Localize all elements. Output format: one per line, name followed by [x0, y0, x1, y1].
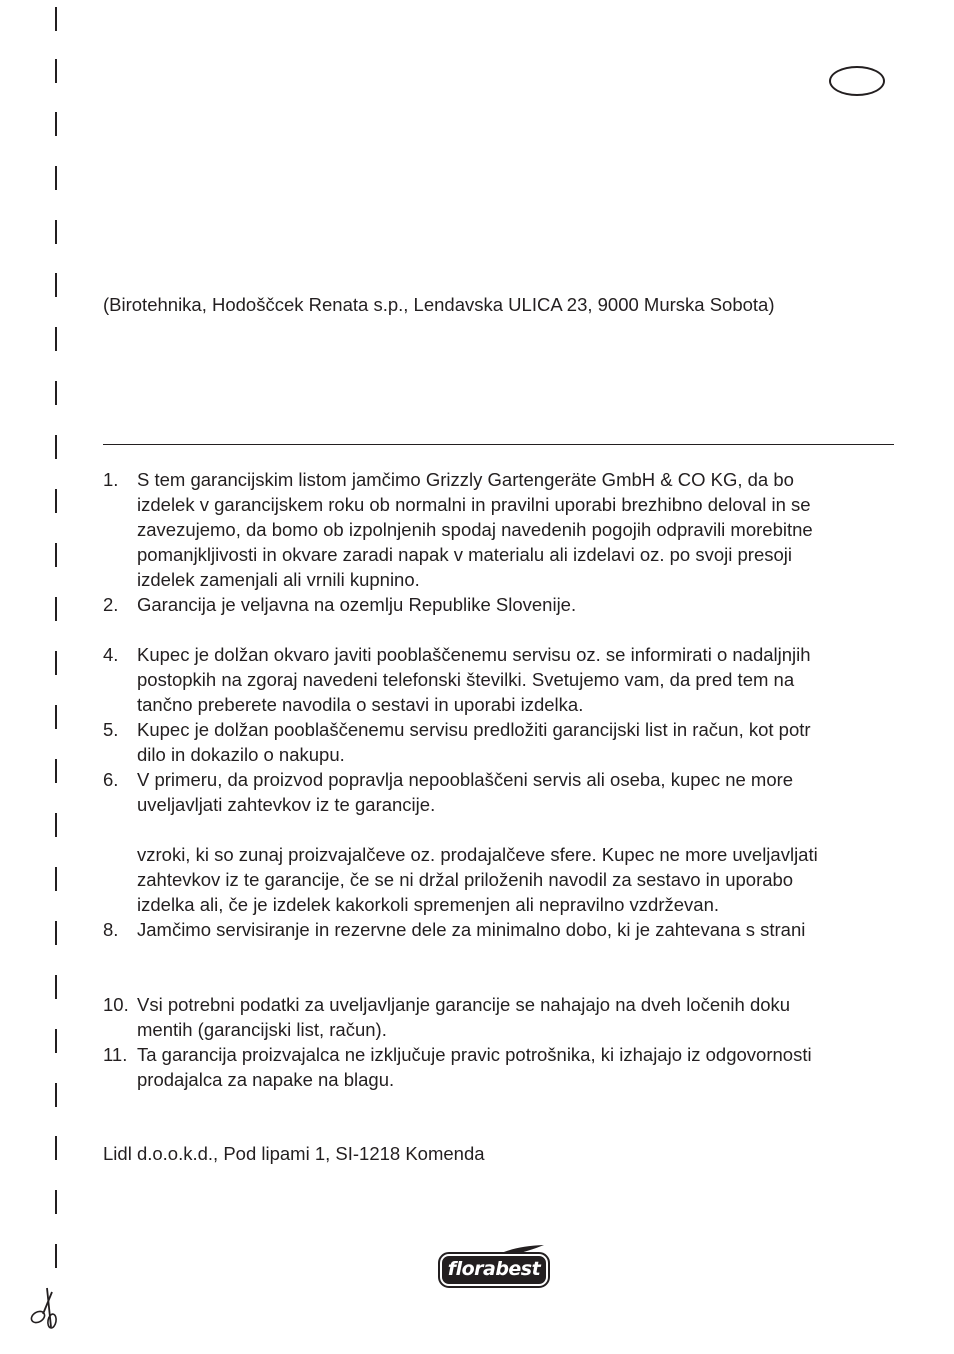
term-line: izdelka ali, če je izdelek kakorkoli spremenjen ali nepravilno vzdrževan.	[137, 894, 720, 915]
cut-mark	[55, 166, 57, 190]
term-number: 2.	[103, 594, 119, 615]
term-line: Garancija je veljavna na ozemlju Republike Slovenije.	[137, 594, 577, 615]
term-line: izdelek v garancijskem roku ob normalni in pravilni uporabi brezhibno deloval in se	[137, 494, 811, 515]
cut-mark	[55, 543, 57, 567]
cut-mark	[55, 813, 57, 837]
term-line: Jamčimo servisiranje in rezervne dele za minimalno dobo, ki je zahtevana s strani	[137, 919, 806, 940]
term-text	[137, 1042, 894, 1092]
term-line: Kupec je dolžan pooblaščenemu servisu predložiti garancijski list in račun, kot potr	[137, 719, 811, 740]
cut-mark	[55, 705, 57, 729]
service-address: (Birotehnika, Hodoščcek Renata s.p., Lendavska ULICA 23, 9000 Murska Sobota)	[103, 294, 775, 315]
term-text	[137, 717, 894, 767]
term-number: 11.	[103, 1044, 128, 1065]
cut-mark	[55, 435, 57, 459]
term-line: tančno preberete navodila o sestavi in uporabi izdelka.	[137, 694, 584, 715]
footer-address: Lidl d.o.o.k.d., Pod lipami 1, SI-1218 Komenda	[103, 1143, 485, 1164]
cut-mark	[55, 1083, 57, 1107]
term-number: 8.	[103, 919, 119, 940]
cut-mark	[55, 921, 57, 945]
term-line: S tem garancijskim listom jamčimo Grizzly Gartengeräte GmbH & CO KG, da bo	[137, 469, 794, 490]
term-line: zahtevkov iz te garancije, če se ni držal priloženih navodil za sestavo in uporabo	[137, 869, 794, 890]
logo-text: florabest	[447, 1258, 541, 1280]
term-text	[137, 642, 894, 717]
cut-mark	[55, 7, 57, 31]
cut-mark	[55, 327, 57, 351]
cut-mark	[55, 273, 57, 297]
term-line: dilo in dokazilo o nakupu.	[137, 744, 345, 765]
term-number: 1.	[103, 469, 119, 490]
cut-mark	[55, 1029, 57, 1053]
term-number: 5.	[103, 719, 119, 740]
cut-mark	[55, 1244, 57, 1268]
cut-mark	[55, 867, 57, 891]
term-line: prodajalca za napake na blagu.	[137, 1069, 395, 1090]
term-line: V primeru, da proizvod popravlja nepooblaščeni servis ali oseba, kupec ne more	[137, 769, 794, 790]
scissors-icon	[28, 1286, 62, 1330]
term-line: Vsi potrebni podatki za uveljavljanje garancije se nahajajo na dveh ločenih doku	[137, 994, 791, 1015]
term-line: pomanjkljivosti in okvare zaradi napak v materialu ali izdelavi oz. po svoji presoji	[137, 544, 792, 565]
term-text	[137, 842, 894, 917]
term-text	[137, 467, 894, 592]
cut-mark	[55, 112, 57, 136]
term-number: 6.	[103, 769, 119, 790]
cut-mark	[55, 759, 57, 783]
term-line: vzroki, ki so zunaj proizvajalčeve oz. prodajalčeve sfere. Kupec ne more uveljavljati	[137, 844, 818, 865]
term-text	[137, 917, 894, 942]
language-badge	[829, 66, 885, 96]
florabest-logo	[438, 1244, 552, 1290]
cut-mark	[55, 651, 57, 675]
cut-mark	[55, 1136, 57, 1160]
term-text	[137, 767, 894, 817]
term-text	[137, 592, 894, 617]
term-line: mentih (garancijski list, račun).	[137, 1019, 387, 1040]
cut-mark	[55, 975, 57, 999]
term-text	[137, 992, 894, 1042]
cut-mark	[55, 381, 57, 405]
cut-mark	[55, 597, 57, 621]
cut-mark	[55, 489, 57, 513]
term-number: 10.	[103, 994, 129, 1015]
term-line: zavezujemo, da bomo ob izpolnjenih spodaj navedenih pogojih odpravili morebitne	[137, 519, 813, 540]
cut-mark	[55, 220, 57, 244]
term-number: 4.	[103, 644, 119, 665]
term-line: izdelek zamenjali ali vrnili kupnino.	[137, 569, 420, 590]
cut-mark	[55, 59, 57, 83]
term-line: Kupec je dolžan okvaro javiti pooblaščenemu servisu oz. se informirati o nadaljnjih	[137, 644, 811, 665]
term-line: uveljavljati zahtevkov iz te garancije.	[137, 794, 436, 815]
term-line: Ta garancija proizvajalca ne izključuje pravic potrošnika, ki izhajajo iz odgovornosti	[137, 1044, 812, 1065]
term-line: postopkih na zgoraj navedeni telefonski številki. Svetujemo vam, da pred tem na	[137, 669, 795, 690]
cut-mark	[55, 1190, 57, 1214]
divider-line	[103, 444, 894, 445]
